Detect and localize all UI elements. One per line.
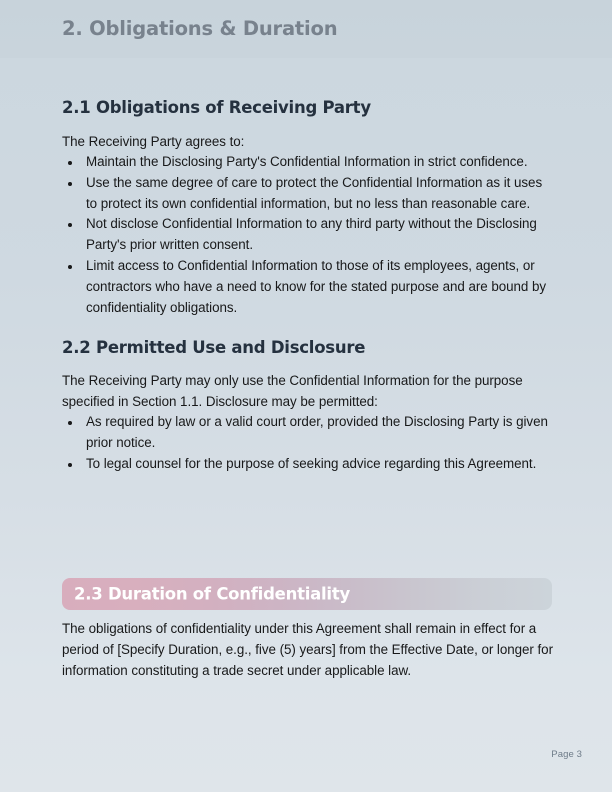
list-item: As required by law or a valid court order, provided the Disclosing Party is given prior notice. — [62, 412, 554, 454]
page-title: 2. Obligations & Duration — [62, 17, 338, 40]
section-2-3-body-paragraph: The obligations of confidentiality under this Agreement shall remain in effect for a period of [Specify Duration, e.g., five (5) years] from the Effective Date, or longer for information constituting a trade secret under applicable law. — [62, 621, 553, 678]
section-heading-2-3: 2.3 Duration of Confidentiality — [74, 584, 350, 604]
list-item: To legal counsel for the purpose of seeking advice regarding this Agreement. — [62, 454, 554, 475]
section-2-1-intro-paragraph: The Receiving Party agrees to: — [62, 134, 245, 149]
section-2-2-bullet-list — [62, 412, 554, 474]
page-number-footer: Page 3 — [551, 749, 582, 760]
list-item: Use the same degree of care to protect the Confidential Information as it uses to protect its own confidential information, but no less than reasonable care. — [62, 173, 554, 215]
section-heading-2-2: 2.2 Permitted Use and Disclosure — [62, 338, 366, 357]
list-item: Limit access to Confidential Information to those of its employees, agents, or contractors who have a need to know for the stated purpose and are bound by confidentiality obligations. — [62, 256, 554, 318]
section-heading-2-1: 2.1 Obligations of Receiving Party — [62, 98, 371, 117]
section-2-3-highlight-bar — [62, 578, 552, 610]
list-item: Not disclose Confidential Information to any third party without the Disclosing Party's prior written consent. — [62, 214, 554, 256]
section-2-1-bullet-list — [62, 152, 554, 318]
section-2-2-intro-paragraph: The Receiving Party may only use the Confidential Information for the purpose specified in Section 1.1. Disclosure may be permitted: — [62, 373, 523, 409]
list-item: Maintain the Disclosing Party's Confidential Information in strict confidence. — [62, 152, 554, 173]
